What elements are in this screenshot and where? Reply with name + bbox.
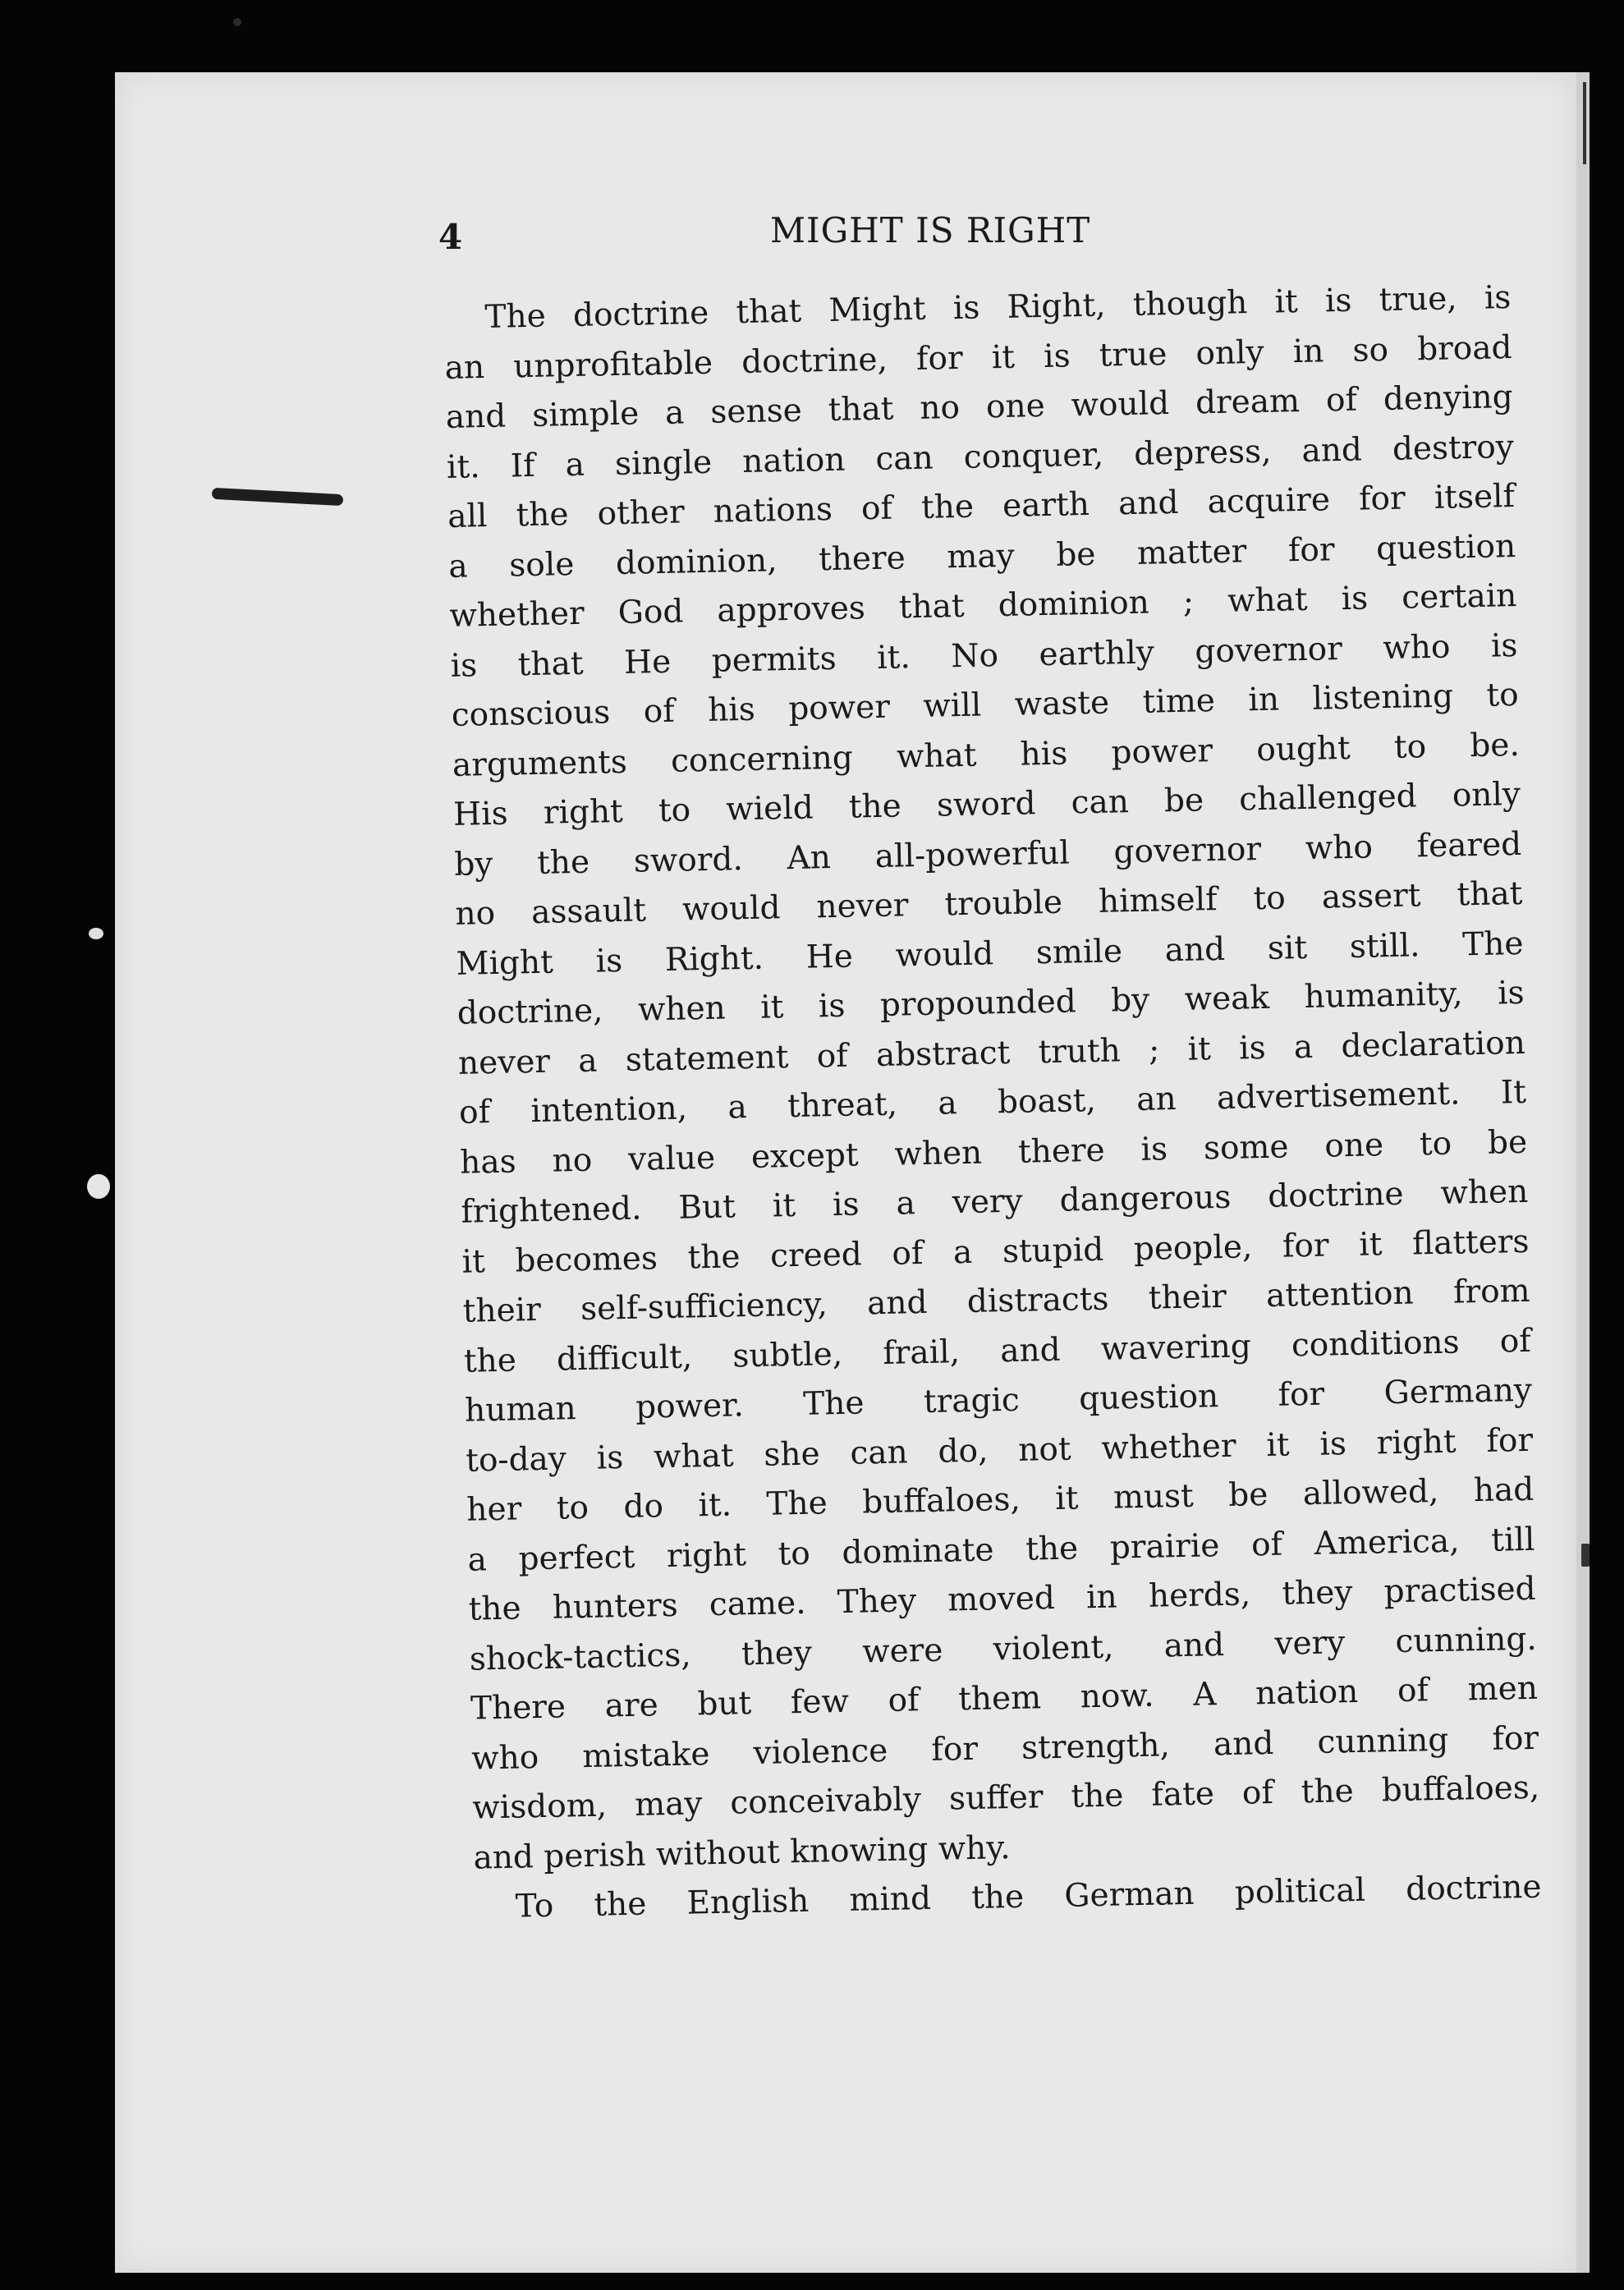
- text-line: Might is Right. He would smile and sit still. The: [456, 925, 1524, 983]
- scan-speck: [1581, 1544, 1590, 1567]
- text-line: an unprofitable doctrine, for it is true only in so broad: [444, 328, 1512, 387]
- text-line: of intention, a threat, a boast, an advertisement. It: [458, 1073, 1527, 1131]
- page-edge: [1576, 72, 1590, 2273]
- text-line: is that He permits it. No earthly governor who is: [450, 626, 1518, 685]
- text-line: There are but few of them now. A nation of men: [470, 1669, 1539, 1728]
- running-title: MIGHT IS RIGHT: [770, 210, 1091, 250]
- text-line: doctrine, when it is propounded by weak humanity, is: [456, 974, 1525, 1032]
- body-text: [443, 273, 1542, 1933]
- text-line: whether God approves that dominion ; what is certain: [449, 576, 1517, 635]
- text-line: no assault would never trouble himself to assert that: [455, 874, 1523, 933]
- scan-speck: [89, 928, 103, 939]
- text-line: wisdom, may conceivably suffer the fate of the buffaloes,: [471, 1769, 1540, 1827]
- scan-speck: [87, 1174, 110, 1199]
- text-line: shock-tactics, they were violent, and very cunning.: [469, 1620, 1538, 1678]
- text-line: To the English mind the German political doctrine: [515, 1868, 1542, 1925]
- text-line: The doctrine that Might is Right, though it is true, is: [484, 279, 1512, 337]
- text-line: it becomes the creed of a stupid people, for it flatters: [461, 1223, 1530, 1281]
- text-line: a perfect right to dominate the prairie of America, till: [467, 1521, 1535, 1579]
- text-line: who mistake violence for strength, and cunning for: [470, 1719, 1539, 1778]
- text-line: to-day is what she can do, not whether it is right for: [465, 1421, 1534, 1480]
- running-head: [427, 205, 1494, 263]
- text-line: all the other nations of the earth and acquire for itself: [447, 477, 1516, 535]
- text-line: her to do it. The buffaloes, it must be allowed, had: [466, 1471, 1535, 1529]
- text-line: never a statement of abstract truth ; it is a declaration: [457, 1024, 1526, 1082]
- text-line: the hunters came. They moved in herds, they practised: [468, 1570, 1536, 1628]
- text-line: their self-sufficiency, and distracts their attention from: [462, 1272, 1530, 1330]
- text-line: it. If a single nation can conquer, depress, and destroy: [446, 428, 1515, 486]
- text-line: a sole dominion, there may be matter for question: [447, 527, 1516, 585]
- text-line: has no value except when there is some one to be: [459, 1123, 1528, 1182]
- text-line: the difficult, subtle, frail, and wavering conditions of: [463, 1322, 1532, 1380]
- text-line: frightened. But it is a very dangerous doctrine when: [461, 1173, 1529, 1231]
- page-number: 4: [438, 217, 463, 257]
- text-line: by the sword. An all-powerful governor who feared: [453, 825, 1522, 883]
- scan-speck: [233, 18, 241, 26]
- text-line: arguments concerning what his power ought to be.: [452, 726, 1521, 784]
- text-line: His right to wield the sword can be challenged only: [452, 775, 1521, 833]
- text-line: human power. The tragic question for Germany: [464, 1371, 1533, 1430]
- text-line: and simple a sense that no one would dream of denying: [445, 379, 1514, 436]
- text-line: and perish without knowing why.: [473, 1829, 1011, 1877]
- page-edge-shadow: [1583, 82, 1586, 164]
- text-line: conscious of his power will waste time in listening to: [451, 676, 1520, 734]
